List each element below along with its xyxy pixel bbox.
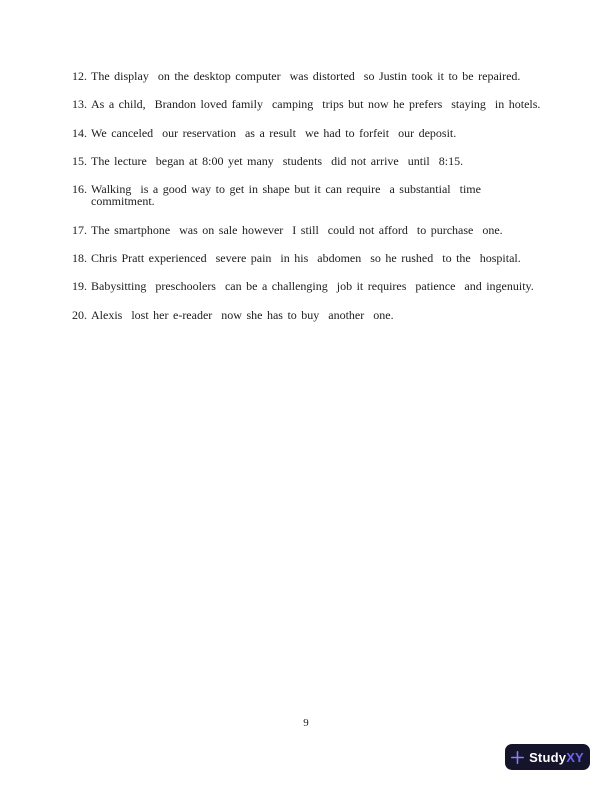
exercise-list: [72, 70, 550, 321]
item-text: Alexis lost her e-reader now she has to buy another one.: [91, 307, 394, 322]
list-item: [72, 309, 550, 321]
brand-text: [529, 750, 584, 765]
item-text: The display on the desktop computer was distorted so Justin took it to be repaired.: [91, 69, 521, 83]
list-item: [72, 224, 550, 236]
item-number: 19.: [72, 279, 87, 294]
item-text: Walking is a good way to get in shape but it can require a substantial time commitment.: [91, 182, 490, 209]
list-item: [72, 155, 550, 167]
list-item: [72, 183, 550, 208]
item-number: 15.: [72, 153, 87, 168]
item-number: 17.: [72, 222, 87, 237]
plus-icon: [511, 751, 524, 764]
list-item: [72, 280, 550, 292]
item-number: 13.: [72, 97, 87, 112]
item-number: 12.: [72, 69, 87, 83]
item-text: We canceled our reservation as a result we had to forfeit our deposit.: [91, 125, 457, 140]
list-item: [72, 252, 550, 264]
brand-text-accent: XY: [566, 749, 584, 765]
list-item: [72, 70, 550, 82]
page-number: 9: [303, 717, 309, 729]
item-text: Babysitting preschoolers can be a challenging job it requires patience and ingenuity.: [91, 279, 534, 294]
item-text: The lecture began at 8:00 yet many students did not arrive until 8:15.: [91, 153, 464, 168]
list-item: [72, 127, 550, 139]
list-item: [72, 98, 550, 110]
item-number: 14.: [72, 125, 87, 140]
brand-text-primary: Study: [529, 749, 567, 765]
item-number: 16.: [72, 182, 87, 197]
item-number: 18.: [72, 251, 87, 266]
item-text: As a child, Brandon loved family camping trips but now he prefers staying in hotels.: [91, 97, 541, 112]
studyxy-logo: [505, 744, 590, 770]
item-number: 20.: [72, 307, 87, 322]
item-text: Chris Pratt experienced severe pain in his abdomen so he rushed to the hospital.: [91, 251, 521, 266]
item-text: The smartphone was on sale however I still could not afford to purchase one.: [91, 222, 503, 237]
